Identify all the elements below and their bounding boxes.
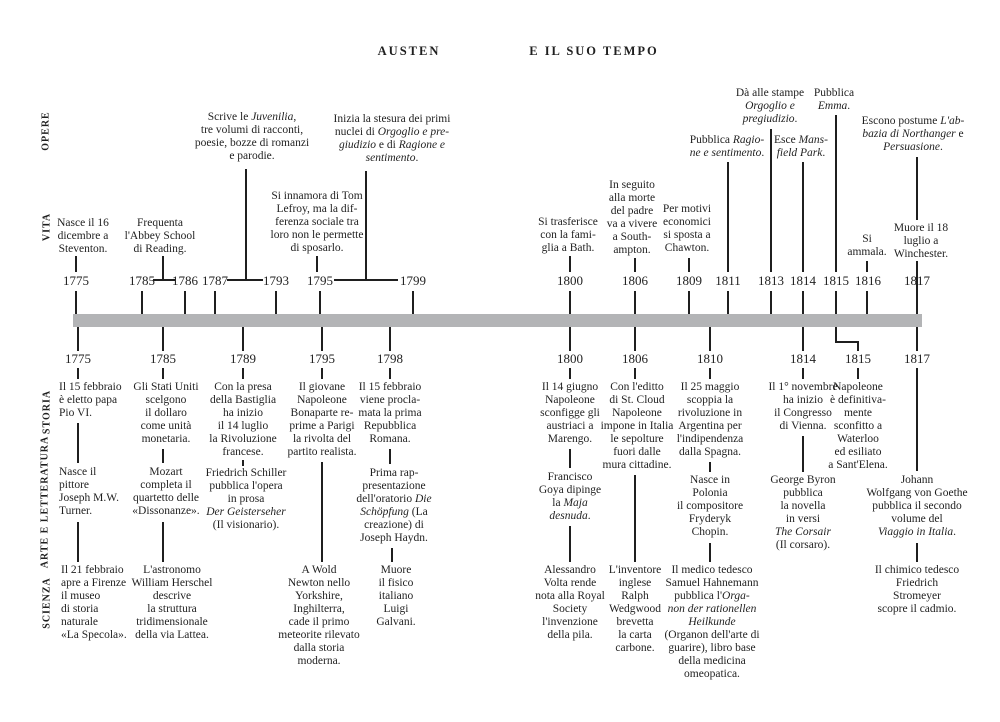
tick-line <box>916 368 918 471</box>
event-opere-postume: Escono postume L'ab- bazia di Northanger e Persuasione. <box>861 115 965 153</box>
event-storia-1806: Con l'editto di St. Cloud Napoleone impone in Italia le sepolture fuori dalle mura cittadine. <box>600 381 674 471</box>
event-arte-1785: Mozart completa il quartetto delle «Dissonanze». <box>132 466 200 517</box>
connector-line <box>916 157 918 220</box>
event-opere-juvenilia: Scrive le Juvenilia, tre volumi di racconti, poesie, bozze di romanzi e parodie. <box>194 111 310 162</box>
event-arte-1817: Johann Wolfgang von Goethe pubblica il secondo volume del Viaggio in Italia. <box>866 474 968 538</box>
event-opere-ragione-e-sentimento: Pubblica Ragio- ne e sentimento. <box>689 134 765 159</box>
event-vita-tom-lefroy: Si innamora di Tom Lefroy, ma la dif- ferenza sociale tra loro non le permette di sposarlo. <box>270 190 364 254</box>
event-opere-emma: Pubblica Emma. <box>813 87 855 112</box>
connector-line <box>709 543 711 562</box>
event-scienza-1800: Alessandro Volta rende nota alla Royal Society l'invenzione della pila. <box>535 564 605 641</box>
tick-line <box>389 368 391 379</box>
top-year-1806: 1806 <box>622 273 648 288</box>
event-vita-bath: Si trasferisce con la fami- glia a Bath. <box>538 216 598 254</box>
connector-line <box>242 460 244 466</box>
top-year-1785: 1785 <box>129 273 155 288</box>
connector-line <box>688 258 690 272</box>
event-storia-1815: Napoleone è definitiva- mente sconfitto a Waterloo ed esiliato a Sant'Elena. <box>828 381 888 471</box>
event-scienza-1785: L'astronomo William Herschel descrive la struttura tridimensionale della via Lattea. <box>131 564 213 641</box>
event-opere-orgoglio-stampe: Dà alle stampe Orgoglio e pregiudizio. <box>735 87 805 125</box>
top-year-1786: 1786 <box>172 273 198 288</box>
bottom-year-1795: 1795 <box>309 351 335 366</box>
event-scienza-1795: A Wold Newton nello Yorkshire, Inghilterra, cade il primo meteorite rilevato dalla storia moderna. <box>278 564 360 667</box>
tick-line <box>634 291 636 314</box>
connector-line <box>162 449 164 463</box>
tick-line <box>75 291 77 314</box>
top-year-1817: 1817 <box>904 273 930 288</box>
connector-line <box>365 171 367 280</box>
tick-line <box>242 327 244 351</box>
top-year-1816: 1816 <box>855 273 881 288</box>
event-storia-1810: Il 25 maggio scoppia la rivoluzione in Argentina per l'indipendenza dalla Spagna. <box>676 381 744 458</box>
tick-line <box>802 327 804 351</box>
top-year-1795: 1795 <box>307 273 333 288</box>
connector-line <box>770 129 772 272</box>
event-scienza-1798: Muore il fisico italiano Luigi Galvani. <box>376 564 416 628</box>
row-label-scienza: SCIENZA <box>41 577 53 629</box>
connector-line <box>569 449 571 468</box>
tick-line <box>569 368 571 379</box>
event-storia-1775: Il 15 febbraio è eletto papa Pio VI. <box>59 381 122 419</box>
connector-line <box>634 258 636 272</box>
connector-line <box>75 256 77 272</box>
elbow-connector-line <box>857 341 859 351</box>
bottom-year-1785: 1785 <box>150 351 176 366</box>
top-year-1813: 1813 <box>758 273 784 288</box>
connector-line <box>916 543 918 562</box>
connector-line <box>162 256 164 280</box>
event-storia-1798: Il 15 febbraio viene procla- mata la prima Repubblica Romana. <box>358 381 422 445</box>
tick-line <box>321 368 323 379</box>
event-arte-1798: Prima rap- presentazione dell'oratorio Die Schöpfung (La creazione) di Joseph Haydn. <box>356 467 432 544</box>
bottom-year-1814: 1814 <box>790 351 816 366</box>
event-storia-1800: Il 14 giugno Napoleone sconfigge gli austriaci a Marengo. <box>540 381 600 445</box>
tick-line <box>162 368 164 379</box>
tick-line <box>688 291 690 314</box>
connector-line <box>391 548 393 562</box>
tick-line <box>412 291 414 314</box>
tick-line <box>321 327 323 351</box>
top-year-1793: 1793 <box>263 273 289 288</box>
connector-line <box>802 162 804 272</box>
tick-line <box>802 368 804 379</box>
row-label-arte-e-letteratura: ARTE E LETTERATURA <box>39 435 51 569</box>
event-scienza-1806: L'inventore inglese Ralph Wedgwood brevetta la carta carbone. <box>608 564 662 654</box>
connector-line <box>321 462 323 562</box>
connector-line <box>316 256 318 272</box>
bottom-year-1775: 1775 <box>65 351 91 366</box>
bottom-year-1817: 1817 <box>904 351 930 366</box>
tick-line <box>709 368 711 379</box>
row-label-vita: VITA <box>41 212 53 242</box>
connector-line <box>162 522 164 562</box>
tick-line <box>916 327 918 351</box>
connector-line <box>866 261 868 272</box>
tick-line <box>802 291 804 314</box>
event-storia-1814: Il 1° novembre ha inizio il Congresso di Vienna. <box>768 381 838 432</box>
top-year-1815: 1815 <box>823 273 849 288</box>
elbow-connector-line <box>835 341 859 343</box>
bottom-year-1810: 1810 <box>697 351 723 366</box>
tick-line <box>569 327 571 351</box>
event-arte-1814: George Byron pubblica la novella in versi The Corsair (Il corsaro). <box>770 474 836 551</box>
connector-line <box>227 279 263 281</box>
top-year-1814: 1814 <box>790 273 816 288</box>
event-storia-1795: Il giovane Napoleone Bonaparte re- prime a Parigi la rivolta del partito realista. <box>287 381 357 458</box>
tick-line <box>389 327 391 351</box>
bottom-year-1806: 1806 <box>622 351 648 366</box>
tick-line <box>727 291 729 314</box>
event-vita-morte: Muore il 18 luglio a Winchester. <box>893 222 949 260</box>
tick-line <box>634 327 636 351</box>
connector-line <box>709 462 711 472</box>
connector-line <box>77 522 79 562</box>
event-storia-1789: Con la presa della Bastiglia ha inizio il 14 luglio la Rivoluzione francese. <box>209 381 277 458</box>
event-opere-mansfield-park: Esce Mans- field Park. <box>774 134 828 159</box>
tick-line <box>634 368 636 379</box>
connector-line <box>835 115 837 272</box>
tick-line <box>319 291 321 314</box>
row-label-storia: STORIA <box>41 389 53 435</box>
top-year-1800: 1800 <box>557 273 583 288</box>
event-storia-1785: Gli Stati Uniti scelgono il dollaro come unità monetaria. <box>133 381 199 445</box>
tick-line <box>857 368 859 379</box>
tick-line <box>214 291 216 314</box>
timeline-bar <box>73 314 922 327</box>
tick-line <box>770 291 772 314</box>
tick-line <box>275 291 277 314</box>
connector-line <box>77 423 79 463</box>
connector-line <box>245 169 247 280</box>
tick-line <box>866 291 868 314</box>
top-year-1809: 1809 <box>676 273 702 288</box>
tick-line <box>242 368 244 379</box>
tick-line <box>709 327 711 351</box>
event-scienza-1775: Il 21 febbraio apre a Firenze il museo di storia naturale «La Specola». <box>61 564 127 641</box>
top-year-1787: 1787 <box>202 273 228 288</box>
bottom-year-1800: 1800 <box>557 351 583 366</box>
connector-line <box>802 436 804 472</box>
tick-line <box>77 327 79 351</box>
event-arte-1789: Friedrich Schiller pubblica l'opera in prosa Der Geisterseher (Il visionario). <box>205 467 287 531</box>
tick-line <box>162 327 164 351</box>
tick-line <box>77 368 79 379</box>
event-vita-abbey-school: Frequenta l'Abbey School di Reading. <box>124 217 196 255</box>
event-vita-southampton: In seguito alla morte del padre va a vivere a South- ampton. <box>606 179 658 256</box>
tick-line <box>835 291 837 314</box>
tick-line <box>184 291 186 314</box>
bottom-year-1815: 1815 <box>845 351 871 366</box>
top-year-1775: 1775 <box>63 273 89 288</box>
connector-line <box>634 475 636 562</box>
connector-line <box>389 449 391 464</box>
event-vita-malattia: Si ammala. <box>847 233 887 258</box>
event-arte-1775: Nasce il pittore Joseph M.W. Turner. <box>59 466 119 517</box>
tick-line <box>569 291 571 314</box>
connector-line <box>727 162 729 272</box>
event-arte-1800: Francisco Goya dipinge la Maja desnuda. <box>538 471 602 522</box>
page-header-right: E IL SUO TEMPO <box>529 44 659 58</box>
event-vita-chawton: Per motivi economici si sposta a Chawton. <box>662 203 712 254</box>
bottom-year-1798: 1798 <box>377 351 403 366</box>
top-year-1799: 1799 <box>400 273 426 288</box>
connector-line <box>569 256 571 272</box>
tick-line <box>141 291 143 314</box>
event-opere-inizio-stesura: Inizia la stesura dei primi nuclei di Orgoglio e pre- giudizio e di Ragione e sentimento. <box>333 113 451 164</box>
row-label-opere: OPERE <box>40 111 52 151</box>
connector-line <box>569 526 571 562</box>
top-year-1811: 1811 <box>715 273 741 288</box>
bottom-year-1789: 1789 <box>230 351 256 366</box>
event-scienza-1817: Il chimico tedesco Friedrich Stromeyer scopre il cadmio. <box>874 564 960 615</box>
connector-line <box>334 279 398 281</box>
event-vita-nascita: Nasce il 16 dicembre a Steventon. <box>57 217 109 255</box>
event-scienza-1810: Il medico tedesco Samuel Hahnemann pubblica l'Orga- non der rationellen Heilkunde (Organon dell'arte di guarire), libro base della medicina omeopatica. <box>664 564 760 680</box>
event-arte-1810: Nasce in Polonia il compositore Fryderyk Chopin. <box>676 474 744 538</box>
page-header-left: AUSTEN <box>377 44 441 58</box>
